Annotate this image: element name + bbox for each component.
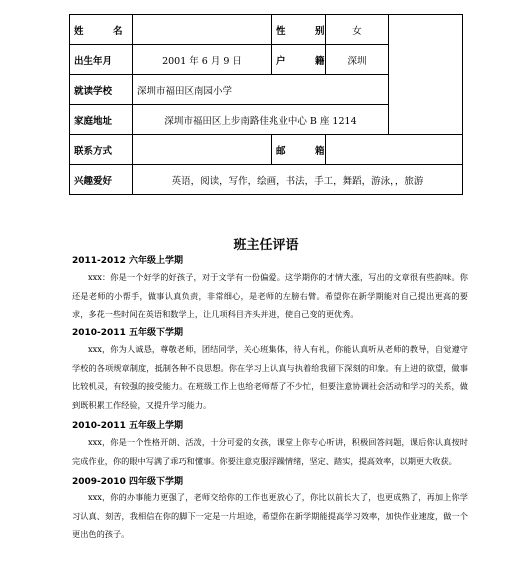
section-1-text: xxx：你是一个好学的好孩子，对于文学有一份偏爱。这学期你的才情大涨，写出的文章很有些韵味。你还是老师的小帮手，做事认真负责，非常细心，是老师的左膀右臂。希望你在新学期能对自己提出更高的要求，多花一些时间在英语和数学上，让几项科目齐头并进，使自己变的更优秀。: [72, 272, 468, 320]
hukou-label: 户 籍: [272, 45, 326, 75]
contact-value: [133, 135, 272, 165]
section-2-title: 2010-2011 五年级下学期: [72, 328, 183, 338]
birth-label: 出生年月: [70, 45, 133, 75]
school-label: 就读学校: [70, 75, 133, 105]
name-label: 姓 名: [70, 15, 133, 45]
row-hobby: [70, 165, 463, 195]
postcode-label: 邮 箱: [272, 135, 326, 165]
address-value: 深圳市福田区上步南路佳兆业中心 B 座 1214: [133, 105, 389, 135]
address-label: 家庭地址: [70, 105, 133, 135]
birth-value: 2001 年 6 月 9 日: [133, 45, 272, 75]
postcode-value: [326, 135, 463, 165]
hobby-label: 兴趣爱好: [70, 165, 133, 195]
student-info-table: [69, 14, 463, 195]
section-3-text: xxx，你是一个性格开朗、活泼，十分可爱的女孩，课堂上你专心听讲，积极回答问题，课后你认真按时完成作业，你的眼中写满了乖巧和懂事。你要注意克服浮躁情绪，坚定、踏实，提高效率，以期更大收获。: [72, 437, 468, 466]
comments-heading: 班主任评语: [233, 238, 299, 253]
section-4-text: xxx，你的办事能力更强了，老师交给你的工作也更放心了，你比以前长大了，也更成熟了，再加上你学习认真、刻苦，我相信在你的脚下一定是一片坦途，希望你在新学期能提高学习效率，加快作业速度，做一个更出色的孩子。: [72, 492, 468, 540]
row-name: [70, 15, 463, 45]
photo-cell: [389, 15, 463, 135]
section-2-text: xxx，你为人诚恳，尊敬老师，团结同学，关心班集体，待人有礼，你能认真听从老师的教导，自觉遵守学校的各项规章制度，抵制各种不良思想。你在学习上认真与执着给我留下深刻的印象。有上进的欲望，做事比较机灵，有较强的接受能力。在班级工作上也给老师帮了不少忙，但要注意协调社会活动和学习的关系，做到既积累工作经验，又提升学习能力。: [72, 344, 468, 410]
hukou-value: 深圳: [326, 45, 389, 75]
hobby-value: 英语，阅读，写作，绘画，书法，手工，舞蹈，游泳，，旅游: [133, 165, 463, 195]
section-4-title: 2009-2010 四年级下学期: [72, 477, 183, 487]
row-contact: [70, 135, 463, 165]
contact-label: 联系方式: [70, 135, 133, 165]
gender-value: 女: [326, 15, 389, 45]
name-value: [133, 15, 272, 45]
section-1-title: 2011-2012 六年级上学期: [72, 256, 183, 266]
gender-label: 性 别: [272, 15, 326, 45]
section-3-title: 2010-2011 五年级上学期: [72, 421, 183, 431]
school-value: 深圳市福田区南园小学: [133, 75, 389, 105]
